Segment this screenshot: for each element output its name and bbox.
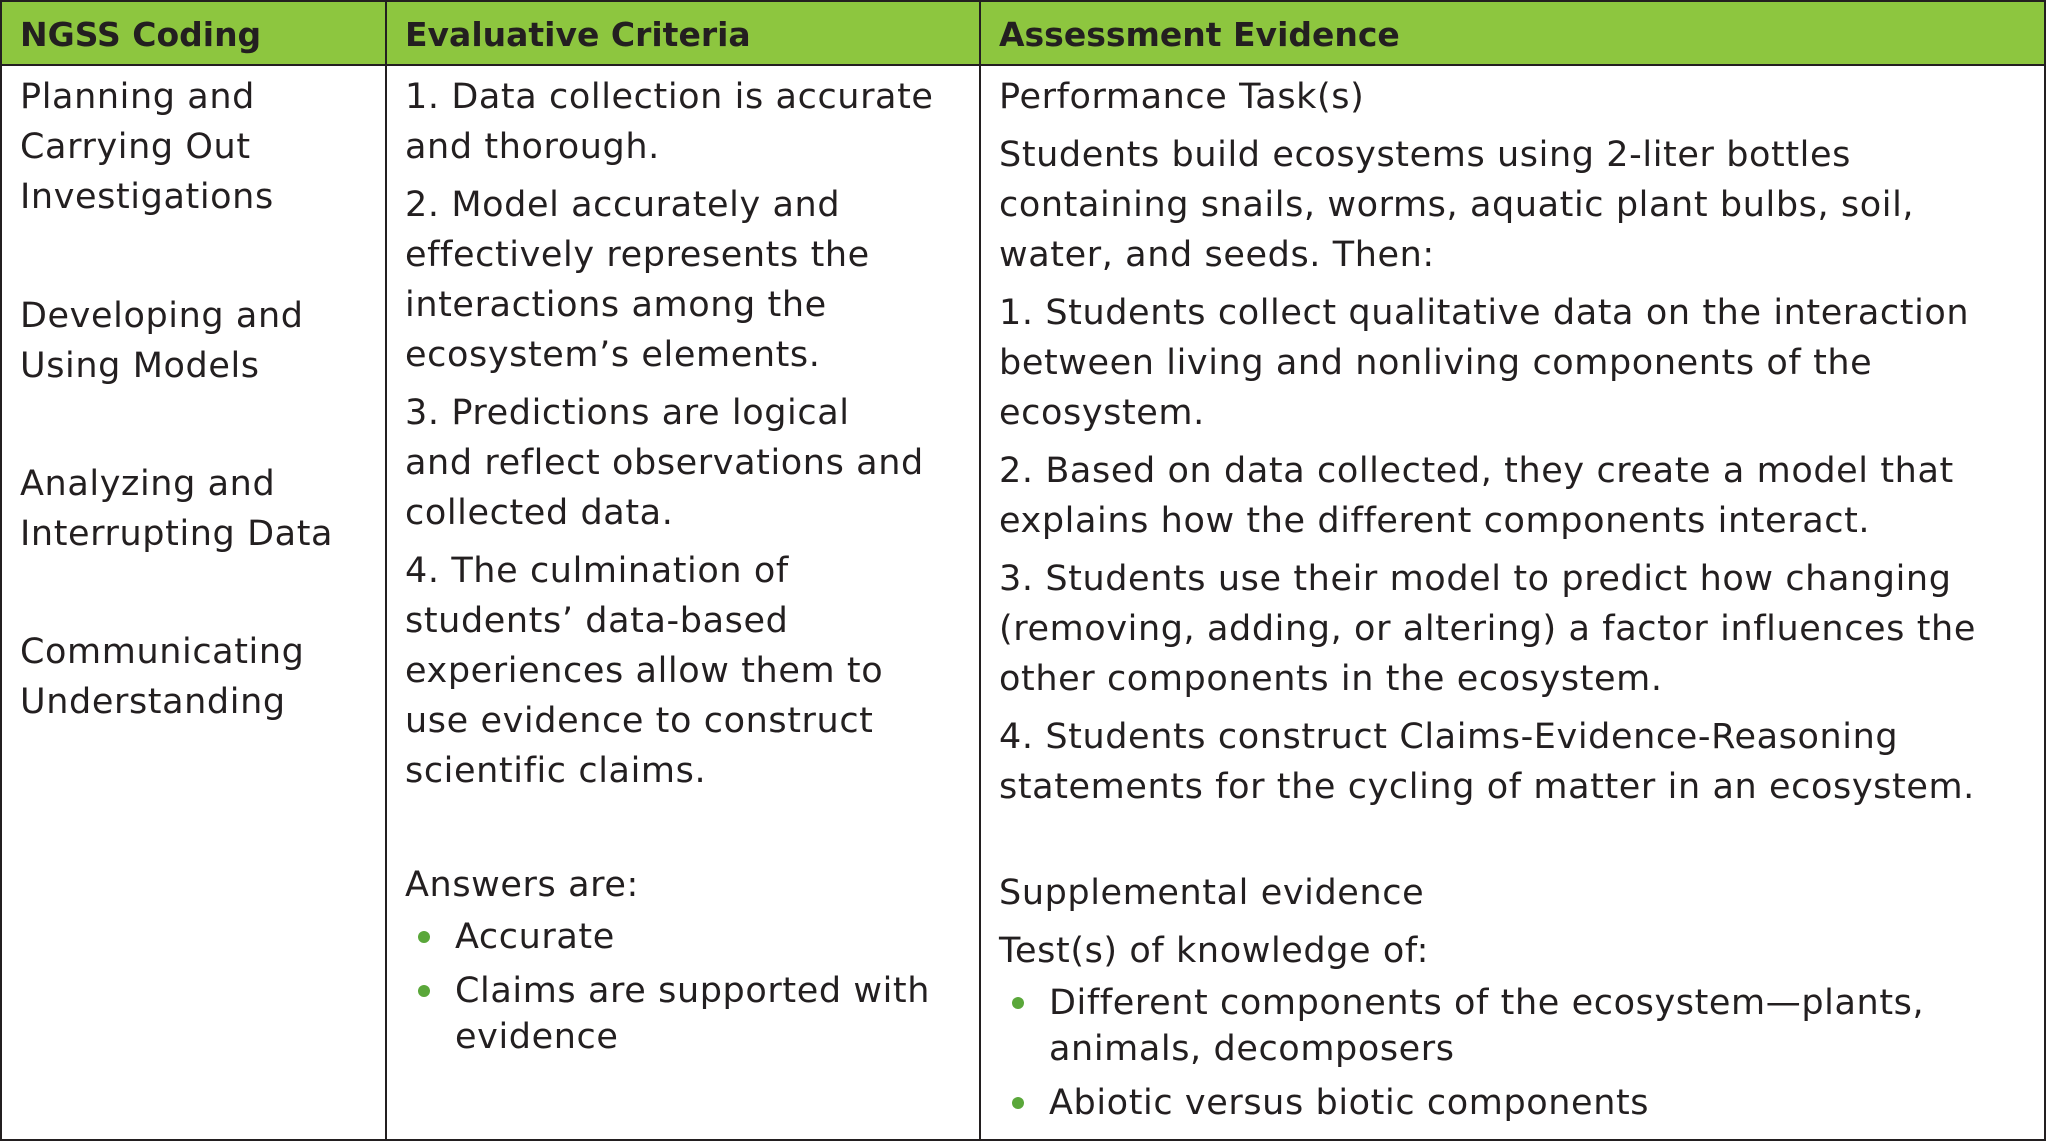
criteria-line: and reflect observations and	[405, 443, 924, 483]
ngss-line: Understanding	[20, 682, 286, 722]
ngss-line: Communicating	[20, 632, 305, 672]
bullet-text: Claims are supported with	[455, 971, 931, 1011]
assessment-evidence-cell	[999, 64, 2039, 1139]
evidence-item	[999, 446, 2039, 546]
evidence-line: between living and nonliving components of the	[999, 343, 1873, 383]
supplemental-evidence-heading: Supplemental evidence	[999, 873, 1425, 913]
bullet-text: animals, decomposers	[1049, 1029, 1455, 1069]
evidence-line: explains how the different components interact.	[999, 501, 1871, 541]
ngss-practice	[20, 72, 380, 222]
evidence-line: 3. Students use their model to predict how changing	[999, 559, 1952, 599]
bullet-icon	[418, 985, 430, 997]
criteria-line: ecosystem’s elements.	[405, 335, 821, 375]
ngss-line: Interrupting Data	[20, 514, 334, 554]
ngss-line: Planning and	[20, 77, 255, 117]
bullet-text: Accurate	[455, 917, 615, 957]
evidence-line: ecosystem.	[999, 393, 1205, 433]
criteria-item	[405, 180, 975, 380]
criteria-line: experiences allow them to	[405, 651, 884, 691]
answers-bullet-item	[405, 968, 975, 1060]
ngss-line: Analyzing and	[20, 464, 276, 504]
ngss-line: Carrying Out	[20, 127, 251, 167]
answers-label: Answers are:	[405, 865, 639, 905]
evidence-line: 4. Students construct Claims-Evidence-Reasoning	[999, 717, 1899, 757]
test-bullet-item	[999, 1080, 2039, 1126]
evidence-line: Students build ecosystems using 2-liter bottles	[999, 135, 1851, 175]
evidence-line: other components in the ecosystem.	[999, 659, 1663, 699]
performance-task-heading: Performance Task(s)	[999, 77, 1365, 117]
header-ngss-coding: NGSS Coding	[20, 15, 262, 54]
evidence-line: (removing, adding, or altering) a factor influences the	[999, 609, 1976, 649]
evidence-intro	[999, 130, 2039, 280]
table-header-row	[2, 2, 2044, 66]
ngss-practice	[20, 627, 380, 727]
evidence-item	[999, 712, 2039, 812]
column-divider	[979, 2, 981, 1139]
criteria-item	[405, 388, 975, 538]
criteria-item	[405, 546, 975, 796]
evidence-line: statements for the cycling of matter in an ecosystem.	[999, 767, 1975, 807]
criteria-line: 4. The culmination of	[405, 551, 789, 591]
ngss-practice	[20, 291, 380, 391]
criteria-line: 3. Predictions are logical	[405, 393, 850, 433]
evaluative-criteria-cell	[405, 64, 975, 1139]
answers-bullet-item	[405, 914, 975, 960]
criteria-line: effectively represents the	[405, 235, 870, 275]
ngss-coding-cell	[20, 64, 380, 1139]
criteria-line: 1. Data collection is accurate	[405, 77, 934, 117]
answers-list	[405, 914, 975, 1060]
bullet-icon	[418, 931, 430, 943]
criteria-line: students’ data-based	[405, 601, 789, 641]
evidence-line: 1. Students collect qualitative data on the interaction	[999, 293, 1970, 333]
criteria-line: scientific claims.	[405, 751, 707, 791]
test-bullet-item	[999, 980, 2039, 1072]
bullet-icon	[1012, 997, 1024, 1009]
evidence-line: containing snails, worms, aquatic plant bulbs, soil,	[999, 185, 1915, 225]
evidence-item	[999, 554, 2039, 704]
column-divider	[385, 2, 387, 1139]
evidence-line: water, and seeds. Then:	[999, 235, 1435, 275]
criteria-line: and thorough.	[405, 127, 660, 167]
bullet-text: evidence	[455, 1017, 619, 1057]
criteria-line: collected data.	[405, 493, 674, 533]
criteria-line: 2. Model accurately and	[405, 185, 841, 225]
criteria-line: interactions among the	[405, 285, 827, 325]
header-assessment-evidence: Assessment Evidence	[999, 15, 1400, 54]
bullet-text: Abiotic versus biotic components	[1049, 1083, 1650, 1123]
evidence-line: 2. Based on data collected, they create a model that	[999, 451, 1954, 491]
header-evaluative-criteria: Evaluative Criteria	[405, 15, 751, 54]
test-label: Test(s) of knowledge of:	[999, 931, 1429, 971]
criteria-line: use evidence to construct	[405, 701, 874, 741]
ngss-practice	[20, 459, 380, 559]
ngss-line: Developing and	[20, 296, 304, 336]
ngss-line: Using Models	[20, 346, 260, 386]
evidence-item	[999, 288, 2039, 438]
bullet-icon	[1012, 1097, 1024, 1109]
criteria-item	[405, 72, 975, 172]
bullet-text: Different components of the ecosystem—plants,	[1049, 983, 1925, 1023]
ngss-line: Investigations	[20, 177, 274, 217]
test-bullet-list	[999, 980, 2039, 1126]
